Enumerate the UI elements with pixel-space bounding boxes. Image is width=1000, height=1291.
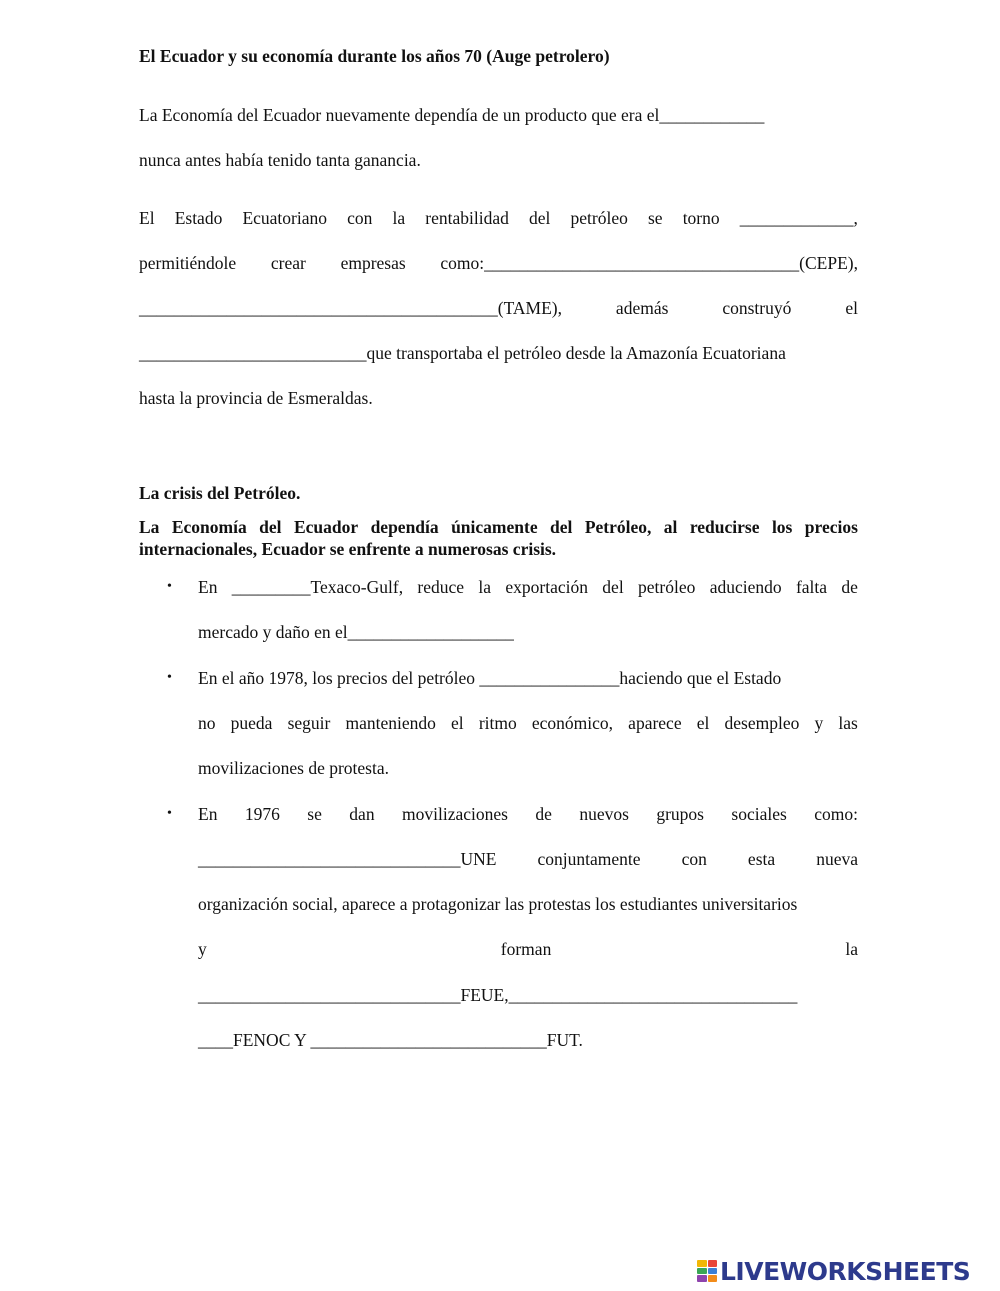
word: únicamente <box>451 517 538 537</box>
paragraph-line: internacionales, Ecuador se enfrente a numerosas crisis. <box>139 539 557 559</box>
word: al <box>663 517 678 537</box>
paragraph-line: La Economía del Ecuador nuevamente dependía de un producto que era el____________ <box>139 105 765 125</box>
paragraph-line: ______________________________FEUE,_________________________________ <box>198 985 798 1005</box>
paragraph-line: __________________________que transportaba el petróleo desde la Amazonía Ecuatoriana <box>139 343 786 363</box>
word: manteniendo <box>345 713 436 733</box>
bullet-marker: • <box>167 579 172 594</box>
justified-line <box>139 252 858 274</box>
word: petróleo <box>638 577 696 597</box>
word: 1976 <box>244 804 280 824</box>
word: se <box>647 208 663 228</box>
word: el <box>845 298 858 318</box>
word: nueva <box>816 849 858 869</box>
word: la <box>478 577 492 597</box>
word: y <box>198 939 207 959</box>
paragraph-line: hasta la provincia de Esmeraldas. <box>139 388 373 408</box>
word: económico, <box>531 713 614 733</box>
word: aparece <box>628 713 682 733</box>
word: _________________________________________(TAME), <box>139 298 562 318</box>
word: torno <box>682 208 720 228</box>
word: la <box>845 939 858 959</box>
word: _____________, <box>739 208 858 228</box>
word: el <box>696 713 710 733</box>
word: como:____________________________________(CEPE), <box>440 253 858 273</box>
section-title-auge: El Ecuador y su economía durante los años 70 (Auge petrolero) <box>139 46 610 66</box>
word: Ecuador <box>293 517 359 537</box>
word: falta <box>795 577 828 597</box>
word: precios <box>804 517 858 537</box>
word: petróleo <box>570 208 628 228</box>
section-title-crisis: La crisis del Petróleo. <box>139 483 301 503</box>
word: pueda <box>230 713 273 733</box>
word: aduciendo <box>709 577 782 597</box>
word: movilizaciones <box>402 804 508 824</box>
justified-line <box>198 712 858 734</box>
word: nuevos <box>579 804 629 824</box>
word: seguir <box>287 713 331 733</box>
word: exportación <box>505 577 588 597</box>
word: dependía <box>370 517 439 537</box>
justified-line <box>198 803 858 825</box>
word: la <box>392 208 406 228</box>
word: del <box>529 208 551 228</box>
word: En <box>198 804 218 824</box>
word: Economía <box>171 517 247 537</box>
word: y <box>814 713 824 733</box>
word: el <box>451 713 464 733</box>
word: como: <box>814 804 858 824</box>
word: _________Texaco-Gulf, <box>231 577 404 597</box>
word: con <box>681 849 707 869</box>
word: El <box>139 208 155 228</box>
word: las <box>838 713 858 733</box>
liveworksheets-logo[interactable] <box>697 1257 970 1285</box>
justified-line <box>198 848 858 870</box>
justified-line <box>198 938 858 960</box>
word: crear <box>270 253 306 273</box>
word: se <box>307 804 322 824</box>
word: esta <box>747 849 776 869</box>
word: ritmo <box>478 713 517 733</box>
justified-line <box>198 576 858 598</box>
word: conjuntamente <box>537 849 641 869</box>
logo-text: LIVEWORKSHEETS <box>720 1256 971 1286</box>
word: del <box>550 517 573 537</box>
word: los <box>771 517 793 537</box>
word: empresas <box>340 253 406 273</box>
word: Ecuatoriano <box>242 208 327 228</box>
word: construyó <box>722 298 792 318</box>
paragraph-line: mercado y daño en el___________________ <box>198 622 514 642</box>
word: de <box>535 804 552 824</box>
word: Petróleo, <box>584 517 652 537</box>
word: con <box>347 208 373 228</box>
paragraph-line: movilizaciones de protesta. <box>198 758 389 778</box>
word: del <box>602 577 624 597</box>
word: grupos <box>656 804 704 824</box>
logo-mark-icon <box>697 1260 717 1282</box>
word: forman <box>500 939 552 959</box>
word: Estado <box>174 208 223 228</box>
word: de <box>841 577 858 597</box>
justified-line <box>139 207 858 229</box>
word: reduce <box>417 577 465 597</box>
paragraph-line: organización social, aparece a protagonizar las protestas los estudiantes universitarios <box>198 894 798 914</box>
bullet-marker: • <box>167 806 172 821</box>
word: La <box>139 517 160 537</box>
word: desempleo <box>724 713 800 733</box>
word: sociales <box>731 804 787 824</box>
word: reducirse <box>689 517 760 537</box>
bullet-marker: • <box>167 670 172 685</box>
word: rentabilidad <box>425 208 509 228</box>
justified-line <box>139 516 858 538</box>
word: ______________________________UNE <box>198 849 497 869</box>
word: del <box>259 517 282 537</box>
word: dan <box>349 804 375 824</box>
paragraph-line: nunca antes había tenido tanta ganancia. <box>139 150 421 170</box>
paragraph-line: ____FENOC Y ___________________________FUT. <box>198 1030 583 1050</box>
justified-line <box>139 297 858 319</box>
word: además <box>615 298 669 318</box>
word: no <box>198 713 216 733</box>
paragraph-line: En el año 1978, los precios del petróleo ________________haciendo que el Estado <box>198 668 782 688</box>
word: En <box>198 577 218 597</box>
word: permitiéndole <box>139 253 237 273</box>
